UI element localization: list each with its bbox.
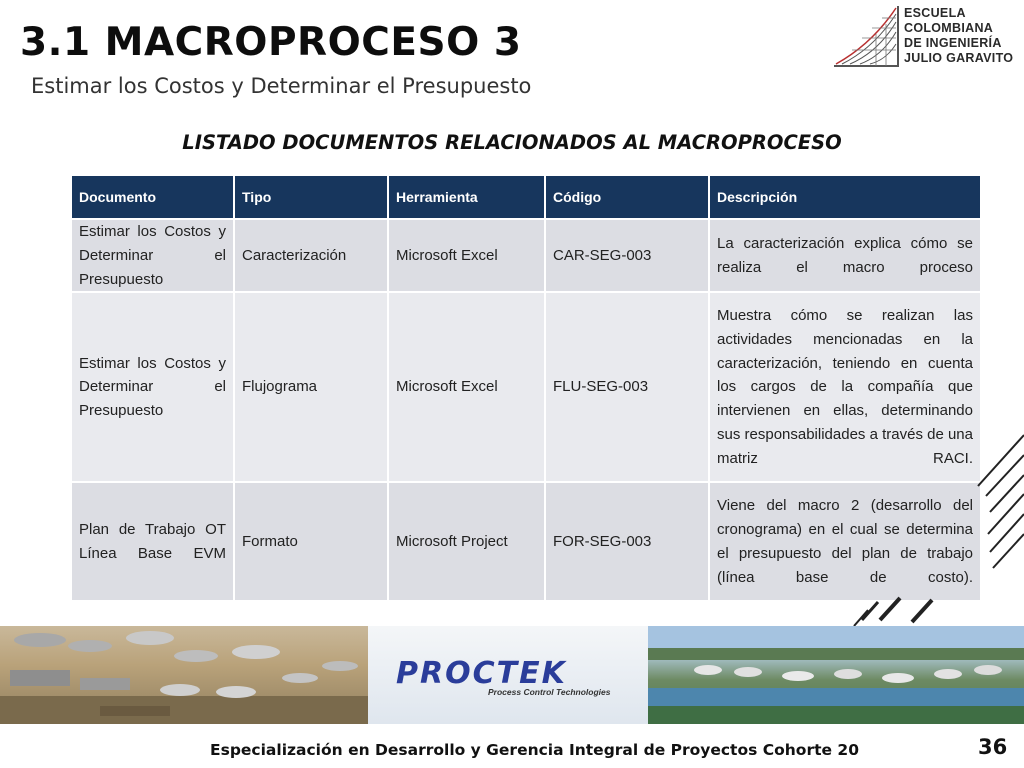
cell-tipo: Formato <box>234 482 388 601</box>
cell-documento: Plan de Trabajo OT Línea Base EVM <box>71 482 234 601</box>
table-row <box>71 219 981 292</box>
cell-codigo: FLU-SEG-003 <box>545 292 709 482</box>
decorative-lines-icon <box>840 430 1024 630</box>
header-documento: Documento <box>71 175 234 219</box>
university-logo <box>832 4 1022 70</box>
header-codigo: Código <box>545 175 709 219</box>
cell-descripcion: Viene del macro 2 (desarrollo del cronograma) en el cual se determina el presupuesto del plan de trabajo (línea base de costo). <box>709 482 981 601</box>
industrial-plant-image <box>0 626 368 724</box>
logo-line: ESCUELA <box>904 6 966 20</box>
logo-line: DE INGENIERÍA <box>904 36 1002 50</box>
cell-herramienta: Microsoft Excel <box>388 219 545 292</box>
proctek-wordmark: PROCTEK <box>396 656 567 691</box>
footer-text: Especialización en Desarrollo y Gerencia Integral de Proyectos Cohorte 20 <box>210 741 859 759</box>
cell-descripcion: La caracterización explica cómo se realiza el macro proceso <box>709 219 981 292</box>
header-tipo: Tipo <box>234 175 388 219</box>
logo-line: JULIO GARAVITO <box>904 51 1014 65</box>
cell-herramienta: Microsoft Excel <box>388 292 545 482</box>
header-descripcion: Descripción <box>709 175 981 219</box>
cell-documento: Estimar los Costos y Determinar el Presupuesto <box>71 292 234 482</box>
cell-codigo: FOR-SEG-003 <box>545 482 709 601</box>
cell-descripcion: Muestra cómo se realizan las actividades mencionadas en la caracterización, teniendo en cuenta los cargos de la compañía que intervienen en ellas, determinando sus responsabilidades a través de una matriz RACI. <box>709 292 981 482</box>
cell-tipo: Caracterización <box>234 219 388 292</box>
cell-documento: Estimar los Costos y Determinar el Presupuesto <box>71 219 234 292</box>
table-header-row <box>71 175 981 219</box>
refinery-river-image <box>648 626 1024 724</box>
section-heading: LISTADO DOCUMENTOS RELACIONADOS AL MACROPROCESO <box>182 131 842 154</box>
slide-subtitle: Estimar los Costos y Determinar el Presupuesto <box>31 74 532 98</box>
proctek-logo <box>396 656 636 696</box>
page-number: 36 <box>978 735 1008 759</box>
cell-herramienta: Microsoft Project <box>388 482 545 601</box>
proctek-tagline: Process Control Technologies <box>488 687 611 697</box>
cell-codigo: CAR-SEG-003 <box>545 219 709 292</box>
header-herramienta: Herramienta <box>388 175 545 219</box>
cell-tipo: Flujograma <box>234 292 388 482</box>
logo-emblem-icon <box>832 4 904 70</box>
logo-text <box>904 6 1013 66</box>
slide-title: 3.1 MACROPROCESO 3 <box>20 20 522 65</box>
logo-line: COLOMBIANA <box>904 21 994 35</box>
